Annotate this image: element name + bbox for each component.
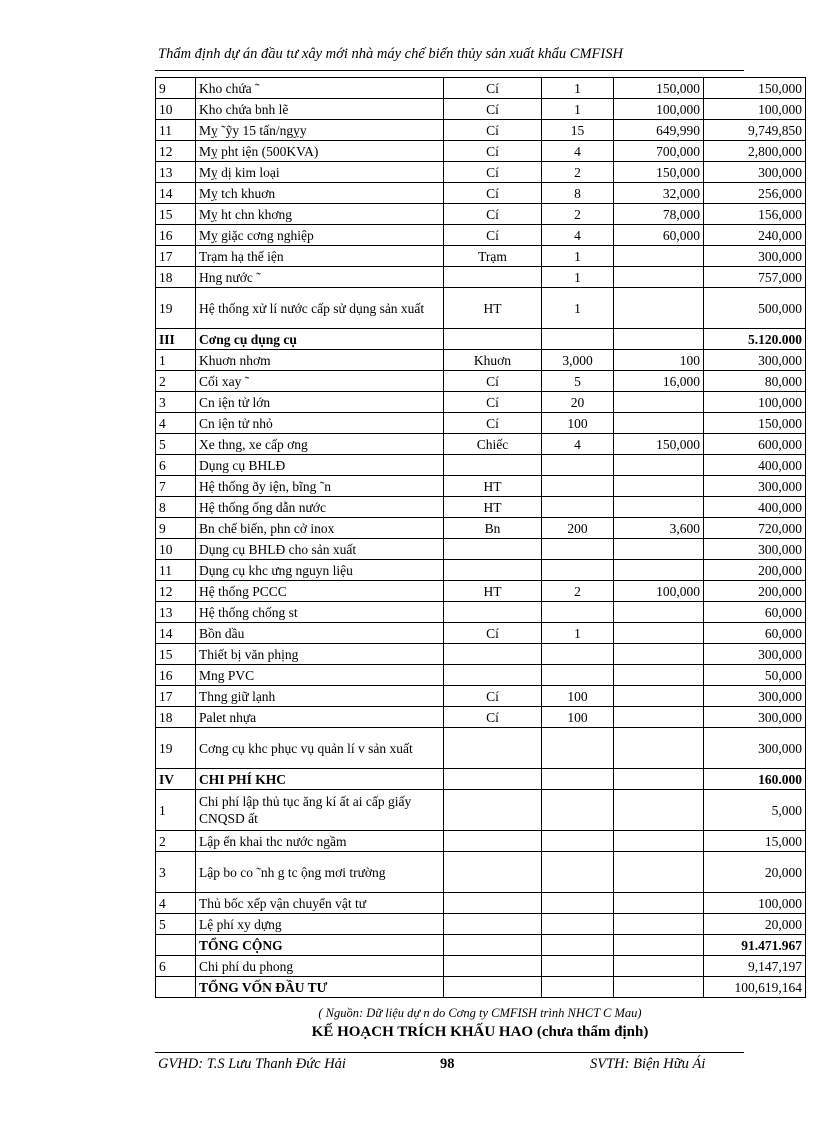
item-quantity: 4 <box>542 434 614 455</box>
item-unit: Cí <box>444 162 542 183</box>
item-quantity: 1 <box>542 623 614 644</box>
row-index: 5 <box>156 914 196 935</box>
item-quantity: 2 <box>542 581 614 602</box>
student-name: SVTH: Biện Hữu Ái <box>590 1056 706 1072</box>
item-quantity: 2 <box>542 204 614 225</box>
item-total: 5,000 <box>704 790 806 831</box>
item-quantity: 1 <box>542 288 614 329</box>
item-name: TỔNG VỐN ĐẦU TƯ <box>196 977 444 998</box>
row-index <box>156 977 196 998</box>
item-total: 50,000 <box>704 665 806 686</box>
item-quantity: 2 <box>542 162 614 183</box>
row-index: IV <box>156 769 196 790</box>
item-unit <box>444 956 542 977</box>
item-total: 150,000 <box>704 78 806 99</box>
item-unit-price: 150,000 <box>614 162 704 183</box>
row-index: 10 <box>156 99 196 120</box>
item-unit-price: 60,000 <box>614 225 704 246</box>
table-row <box>156 455 806 476</box>
item-total: 100,000 <box>704 99 806 120</box>
item-quantity <box>542 644 614 665</box>
table-row <box>156 686 806 707</box>
item-unit-price: 100,000 <box>614 581 704 602</box>
table-row <box>156 162 806 183</box>
item-quantity <box>542 497 614 518</box>
item-quantity <box>542 852 614 893</box>
table-row <box>156 476 806 497</box>
header-divider <box>155 70 744 71</box>
table-row <box>156 602 806 623</box>
table-row <box>156 893 806 914</box>
row-index: 3 <box>156 852 196 893</box>
item-name: Mỵ giặc cơng nghiệp <box>196 225 444 246</box>
item-unit-price <box>614 686 704 707</box>
item-unit-price: 3,600 <box>614 518 704 539</box>
table-row <box>156 707 806 728</box>
item-unit <box>444 914 542 935</box>
item-quantity: 4 <box>542 225 614 246</box>
item-unit-price: 150,000 <box>614 434 704 455</box>
item-name: Palet nhựa <box>196 707 444 728</box>
item-unit: Chiếc <box>444 434 542 455</box>
table-row <box>156 539 806 560</box>
item-name: Bồn dầu <box>196 623 444 644</box>
item-total: 9,749,850 <box>704 120 806 141</box>
item-quantity: 200 <box>542 518 614 539</box>
item-total: 300,000 <box>704 162 806 183</box>
row-index: 18 <box>156 707 196 728</box>
item-quantity <box>542 539 614 560</box>
item-unit-price <box>614 831 704 852</box>
table-row <box>156 665 806 686</box>
item-unit <box>444 831 542 852</box>
row-index: 2 <box>156 371 196 392</box>
table-row <box>156 413 806 434</box>
item-unit <box>444 267 542 288</box>
item-unit-price <box>614 790 704 831</box>
item-unit-price <box>614 413 704 434</box>
item-unit: HT <box>444 288 542 329</box>
item-quantity: 100 <box>542 686 614 707</box>
item-total: 300,000 <box>704 350 806 371</box>
row-index: 11 <box>156 560 196 581</box>
item-total: 400,000 <box>704 455 806 476</box>
item-unit-price <box>614 246 704 267</box>
investment-cost-table <box>155 77 806 998</box>
item-quantity <box>542 790 614 831</box>
item-unit-price <box>614 455 704 476</box>
item-name: Lập bo co ˜nh g tc ộng mơi trường <box>196 852 444 893</box>
item-name: CHI PHÍ KHC <box>196 769 444 790</box>
item-quantity <box>542 977 614 998</box>
item-unit: Cí <box>444 204 542 225</box>
row-index: 4 <box>156 413 196 434</box>
item-unit-price <box>614 852 704 893</box>
row-index: 15 <box>156 644 196 665</box>
table-row <box>156 120 806 141</box>
item-name: Trạm hạ thế iện <box>196 246 444 267</box>
item-unit: Cí <box>444 371 542 392</box>
item-unit-price: 16,000 <box>614 371 704 392</box>
item-unit-price <box>614 728 704 769</box>
item-unit <box>444 769 542 790</box>
item-quantity <box>542 602 614 623</box>
row-index: 1 <box>156 790 196 831</box>
item-quantity: 1 <box>542 267 614 288</box>
depreciation-plan-title: KẾ HOẠCH TRÍCH KHẤU HAO (chưa thẩm định) <box>311 1024 649 1040</box>
item-name: Cơng cụ dụng cụ <box>196 329 444 350</box>
item-name: Cối xay ˜ <box>196 371 444 392</box>
row-index <box>156 935 196 956</box>
item-quantity <box>542 560 614 581</box>
item-name: Mỵ pht iện (500KVA) <box>196 141 444 162</box>
row-index: 11 <box>156 120 196 141</box>
source-note: ( Nguồn: Dữ liệu dự n do Cơng ty CMFISH trình NHCT C Mau) <box>318 1006 642 1020</box>
item-quantity: 100 <box>542 413 614 434</box>
row-index: 9 <box>156 518 196 539</box>
item-unit: Cí <box>444 225 542 246</box>
item-unit-price <box>614 623 704 644</box>
item-unit-price: 100 <box>614 350 704 371</box>
table-row <box>156 644 806 665</box>
item-name: Khuơn nhơm <box>196 350 444 371</box>
table-row <box>156 204 806 225</box>
table-row <box>156 434 806 455</box>
item-quantity: 3,000 <box>542 350 614 371</box>
page-header-title: Thẩm định dự án đầu tư xây mới nhà máy chế biến thủy sản xuất khẩu CMFISH <box>158 46 623 62</box>
item-total: 400,000 <box>704 497 806 518</box>
item-unit: Cí <box>444 686 542 707</box>
table-row <box>156 99 806 120</box>
table-row <box>156 977 806 998</box>
item-unit <box>444 935 542 956</box>
item-name: TỔNG CỘNG <box>196 935 444 956</box>
item-quantity <box>542 769 614 790</box>
row-index: 12 <box>156 141 196 162</box>
row-index: 17 <box>156 686 196 707</box>
row-index: 6 <box>156 455 196 476</box>
item-total: 300,000 <box>704 686 806 707</box>
item-name: Xe thng, xe cấp ơng <box>196 434 444 455</box>
item-name: Cn iện tử lớn <box>196 392 444 413</box>
row-index: 17 <box>156 246 196 267</box>
item-total: 9,147,197 <box>704 956 806 977</box>
row-index: 19 <box>156 728 196 769</box>
row-index: 7 <box>156 476 196 497</box>
item-name: Mng PVC <box>196 665 444 686</box>
item-quantity <box>542 476 614 497</box>
item-name: Mỵ tch khuơn <box>196 183 444 204</box>
item-name: Hệ thống PCCC <box>196 581 444 602</box>
item-total: 300,000 <box>704 246 806 267</box>
item-unit: Cí <box>444 623 542 644</box>
item-unit <box>444 539 542 560</box>
item-unit-price: 32,000 <box>614 183 704 204</box>
item-quantity <box>542 831 614 852</box>
item-quantity: 1 <box>542 78 614 99</box>
table-row <box>156 141 806 162</box>
item-total: 256,000 <box>704 183 806 204</box>
row-index: 19 <box>156 288 196 329</box>
row-index: 14 <box>156 623 196 644</box>
item-name: Chi phí lập thủ tục ăng kí ất ai cấp giấy CNQSD ất <box>196 790 444 831</box>
item-unit-price <box>614 769 704 790</box>
table-row <box>156 935 806 956</box>
item-total: 156,000 <box>704 204 806 225</box>
item-unit-price: 100,000 <box>614 99 704 120</box>
item-name: Chi phí du phong <box>196 956 444 977</box>
item-unit <box>444 665 542 686</box>
item-unit-price <box>614 935 704 956</box>
item-unit-price <box>614 497 704 518</box>
item-total: 60,000 <box>704 602 806 623</box>
item-unit-price <box>614 956 704 977</box>
item-name: Lệ phí xy dựng <box>196 914 444 935</box>
item-total: 600,000 <box>704 434 806 455</box>
item-unit: HT <box>444 581 542 602</box>
row-index: 13 <box>156 162 196 183</box>
item-unit: HT <box>444 476 542 497</box>
row-index: 2 <box>156 831 196 852</box>
row-index: 12 <box>156 581 196 602</box>
row-index: 16 <box>156 225 196 246</box>
item-total: 200,000 <box>704 560 806 581</box>
table-row <box>156 852 806 893</box>
item-unit-price: 150,000 <box>614 78 704 99</box>
table-row <box>156 560 806 581</box>
item-name: Cn iện tử nhỏ <box>196 413 444 434</box>
row-index: 6 <box>156 956 196 977</box>
page-number: 98 <box>440 1056 455 1072</box>
row-index: 5 <box>156 434 196 455</box>
item-unit: Bn <box>444 518 542 539</box>
table-row <box>156 288 806 329</box>
item-unit: HT <box>444 497 542 518</box>
item-unit: Cí <box>444 99 542 120</box>
table-row <box>156 329 806 350</box>
table-row <box>156 623 806 644</box>
item-unit: Cí <box>444 183 542 204</box>
row-index: III <box>156 329 196 350</box>
item-name: Lập ến khai thc nước ngầm <box>196 831 444 852</box>
item-total: 757,000 <box>704 267 806 288</box>
item-total: 15,000 <box>704 831 806 852</box>
item-unit: Cí <box>444 141 542 162</box>
item-quantity <box>542 728 614 769</box>
item-unit <box>444 455 542 476</box>
row-index: 18 <box>156 267 196 288</box>
item-unit-price <box>614 914 704 935</box>
row-index: 14 <box>156 183 196 204</box>
item-name: Dụng cụ khc ưng nguyn liệu <box>196 560 444 581</box>
item-quantity <box>542 893 614 914</box>
item-unit: Cí <box>444 78 542 99</box>
item-unit-price <box>614 665 704 686</box>
table-row <box>156 728 806 769</box>
item-total: 2,800,000 <box>704 141 806 162</box>
item-unit-price: 78,000 <box>614 204 704 225</box>
item-total: 91.471.967 <box>704 935 806 956</box>
item-quantity: 100 <box>542 707 614 728</box>
item-total: 720,000 <box>704 518 806 539</box>
item-unit <box>444 852 542 893</box>
item-quantity <box>542 956 614 977</box>
table-row <box>156 581 806 602</box>
item-unit-price <box>614 539 704 560</box>
item-unit: Cí <box>444 392 542 413</box>
item-unit <box>444 893 542 914</box>
item-name: Hng nước ˜ <box>196 267 444 288</box>
table-row <box>156 267 806 288</box>
item-unit-price <box>614 644 704 665</box>
item-name: Mỵ ˜ỹy 15 tấn/ngỵy <box>196 120 444 141</box>
item-unit-price <box>614 560 704 581</box>
item-unit-price <box>614 288 704 329</box>
item-quantity <box>542 914 614 935</box>
item-quantity: 15 <box>542 120 614 141</box>
table-row <box>156 392 806 413</box>
item-unit-price <box>614 267 704 288</box>
table-row <box>156 518 806 539</box>
item-name: Dụng cụ BHLĐ <box>196 455 444 476</box>
item-name: Hệ thống ống dẫn nước <box>196 497 444 518</box>
row-index: 9 <box>156 78 196 99</box>
table-row <box>156 246 806 267</box>
item-unit <box>444 728 542 769</box>
item-name: Kho chứa bnh lẽ <box>196 99 444 120</box>
table-row <box>156 769 806 790</box>
item-unit: Cí <box>444 707 542 728</box>
item-total: 20,000 <box>704 914 806 935</box>
item-total: 300,000 <box>704 644 806 665</box>
item-total: 240,000 <box>704 225 806 246</box>
item-unit: Cí <box>444 120 542 141</box>
row-index: 13 <box>156 602 196 623</box>
table-row <box>156 371 806 392</box>
row-index: 8 <box>156 497 196 518</box>
item-name: Hệ thống chống st <box>196 602 444 623</box>
item-name: Hệ thống ðy iện, bĩng ˜n <box>196 476 444 497</box>
item-name: Thủ bốc xếp vận chuyển vật tư <box>196 893 444 914</box>
item-name: Hệ thống xử lí nước cấp sử dụng sản xuất <box>196 288 444 329</box>
table-row <box>156 350 806 371</box>
item-unit-price <box>614 476 704 497</box>
table-row <box>156 790 806 831</box>
item-name: Mỵ dị kim loại <box>196 162 444 183</box>
item-total: 5.120.000 <box>704 329 806 350</box>
item-total: 60,000 <box>704 623 806 644</box>
item-unit <box>444 790 542 831</box>
table-row <box>156 914 806 935</box>
item-name: Thiết bị văn phịng <box>196 644 444 665</box>
item-quantity <box>542 329 614 350</box>
item-unit-price <box>614 602 704 623</box>
item-unit-price <box>614 392 704 413</box>
item-quantity <box>542 935 614 956</box>
row-index: 10 <box>156 539 196 560</box>
item-quantity <box>542 455 614 476</box>
item-unit <box>444 977 542 998</box>
item-quantity: 20 <box>542 392 614 413</box>
item-unit-price: 700,000 <box>614 141 704 162</box>
item-total: 300,000 <box>704 539 806 560</box>
item-unit <box>444 602 542 623</box>
item-total: 160.000 <box>704 769 806 790</box>
item-name: Dụng cụ BHLĐ cho sản xuất <box>196 539 444 560</box>
row-index: 4 <box>156 893 196 914</box>
item-name: Bn chế biến, phn cở inox <box>196 518 444 539</box>
item-quantity: 5 <box>542 371 614 392</box>
item-name: Kho chứa ˜ <box>196 78 444 99</box>
table-row <box>156 956 806 977</box>
item-unit-price <box>614 893 704 914</box>
item-unit <box>444 644 542 665</box>
item-unit: Trạm <box>444 246 542 267</box>
item-total: 300,000 <box>704 476 806 497</box>
item-total: 300,000 <box>704 707 806 728</box>
item-unit-price <box>614 707 704 728</box>
table-row <box>156 497 806 518</box>
item-unit-price: 649,990 <box>614 120 704 141</box>
item-total: 100,000 <box>704 893 806 914</box>
item-total: 150,000 <box>704 413 806 434</box>
row-index: 16 <box>156 665 196 686</box>
item-unit: Cí <box>444 413 542 434</box>
item-unit <box>444 560 542 581</box>
item-total: 20,000 <box>704 852 806 893</box>
item-name: Thng giữ lạnh <box>196 686 444 707</box>
item-quantity: 8 <box>542 183 614 204</box>
table-row <box>156 831 806 852</box>
item-total: 80,000 <box>704 371 806 392</box>
item-quantity <box>542 665 614 686</box>
row-index: 3 <box>156 392 196 413</box>
row-index: 15 <box>156 204 196 225</box>
footer-divider <box>155 1052 744 1053</box>
table-row <box>156 183 806 204</box>
item-name: Cơng cụ khc phục vụ quản lí v sản xuất <box>196 728 444 769</box>
item-quantity: 4 <box>542 141 614 162</box>
item-total: 100,000 <box>704 392 806 413</box>
item-quantity: 1 <box>542 246 614 267</box>
item-name: Mỵ ht chn khơng <box>196 204 444 225</box>
item-total: 500,000 <box>704 288 806 329</box>
item-unit: Khuơn <box>444 350 542 371</box>
advisor-name: GVHD: T.S Lưu Thanh Đức Hải <box>158 1056 346 1072</box>
item-unit-price <box>614 977 704 998</box>
table-row <box>156 225 806 246</box>
item-total: 100,619,164 <box>704 977 806 998</box>
item-total: 300,000 <box>704 728 806 769</box>
item-unit-price <box>614 329 704 350</box>
item-quantity: 1 <box>542 99 614 120</box>
row-index: 1 <box>156 350 196 371</box>
item-total: 200,000 <box>704 581 806 602</box>
table-row <box>156 78 806 99</box>
item-unit <box>444 329 542 350</box>
